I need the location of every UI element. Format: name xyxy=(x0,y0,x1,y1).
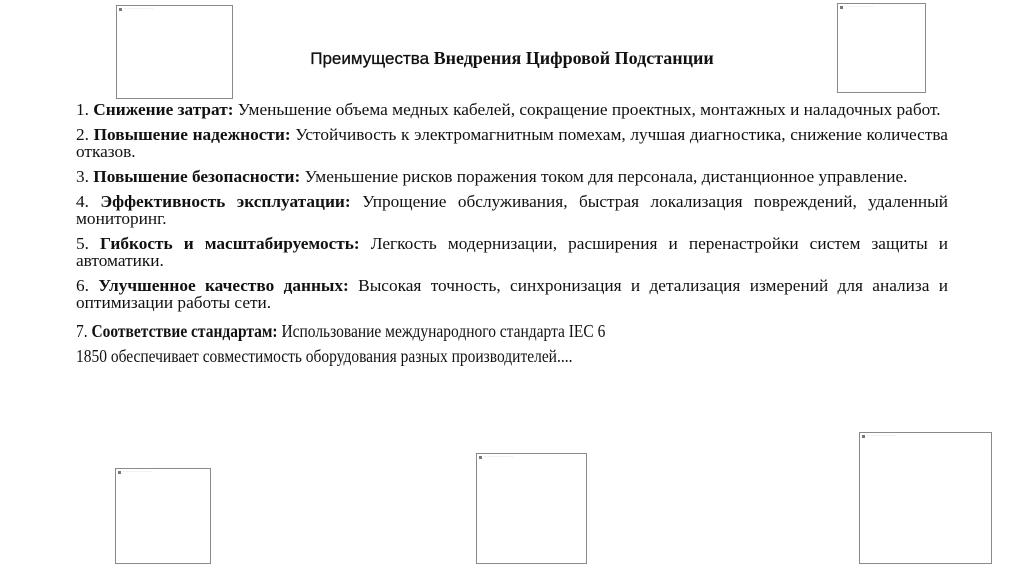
image-placeholder-bottom-left xyxy=(115,468,211,564)
item-heading: Повышение безопасности: xyxy=(93,167,301,186)
image-alt-text: ··· ······· ········· ······· ·· ······· ···· xyxy=(124,8,154,10)
list-item xyxy=(76,101,948,118)
list-item xyxy=(76,319,764,369)
item-heading: Улучшенное качество данных: xyxy=(98,276,349,295)
image-alt-text: ··· ······· ········· ······· ·· ······· ···· xyxy=(867,435,897,437)
image-alt-text: ··· ······· ········· ······· ·· ······· ···· xyxy=(845,6,875,8)
item-text-line2: 1850 обеспечивает совместимость оборудования разных производителей.... xyxy=(76,346,573,366)
advantages-list xyxy=(76,101,948,377)
item-number: 4. xyxy=(76,192,89,211)
image-alt-text: ··· ······· ········· ······· ·· ······· ···· xyxy=(123,471,153,473)
item-text: Упрощение обслуживания, быстрая локализация повреждений, удаленный мониторинг. xyxy=(76,192,948,228)
item-heading: Гибкость и масштабируемость: xyxy=(100,234,360,253)
item-text: Высокая точность, синхронизация и детализация измерений для анализа и оптимизации работы сети. xyxy=(76,276,948,312)
slide-title xyxy=(0,46,1024,71)
image-alt-text: ··· ······· ········· ······· ·· ······· ···· xyxy=(484,456,514,458)
item-number: 6. xyxy=(76,276,89,295)
item-heading: Повышение надежности: xyxy=(93,125,291,144)
item-text: Использование международного стандарта IEC 6 xyxy=(281,321,606,341)
image-placeholder-bottom-middle xyxy=(476,453,587,564)
item-number: 7. xyxy=(76,321,88,341)
broken-image-icon xyxy=(862,435,865,438)
slide-title-rest: Внедрения Цифровой Подстанции xyxy=(429,48,714,68)
list-item xyxy=(76,277,948,311)
broken-image-icon xyxy=(119,8,122,11)
list-item xyxy=(76,126,948,160)
item-heading: Эффективность эксплуатации: xyxy=(100,192,351,211)
item-heading: Снижение затрат: xyxy=(93,100,234,119)
slide-title-first-word: Преимущества xyxy=(310,49,430,68)
item-heading: Соответствие стандартам: xyxy=(91,321,278,341)
item-number: 3. xyxy=(76,167,89,186)
item-number: 1. xyxy=(76,100,89,119)
item-number: 2. xyxy=(76,125,89,144)
item-text: Уменьшение объема медных кабелей, сокращение проектных, монтажных и наладочных работ. xyxy=(237,100,941,119)
broken-image-icon xyxy=(118,471,121,474)
list-item xyxy=(76,235,948,269)
broken-image-icon xyxy=(479,456,482,459)
list-item xyxy=(76,193,948,227)
broken-image-icon xyxy=(840,6,843,9)
item-text: Легкость модернизации, расширения и перенастройки систем защиты и автоматики. xyxy=(76,234,948,270)
item-text: Уменьшение рисков поражения током для персонала, дистанционное управление. xyxy=(304,167,908,186)
image-placeholder-bottom-right xyxy=(859,432,992,564)
item-text: Устойчивость к электромагнитным помехам, лучшая диагностика, снижение количества отказов. xyxy=(76,125,948,161)
item-number: 5. xyxy=(76,234,89,253)
list-item xyxy=(76,168,948,185)
